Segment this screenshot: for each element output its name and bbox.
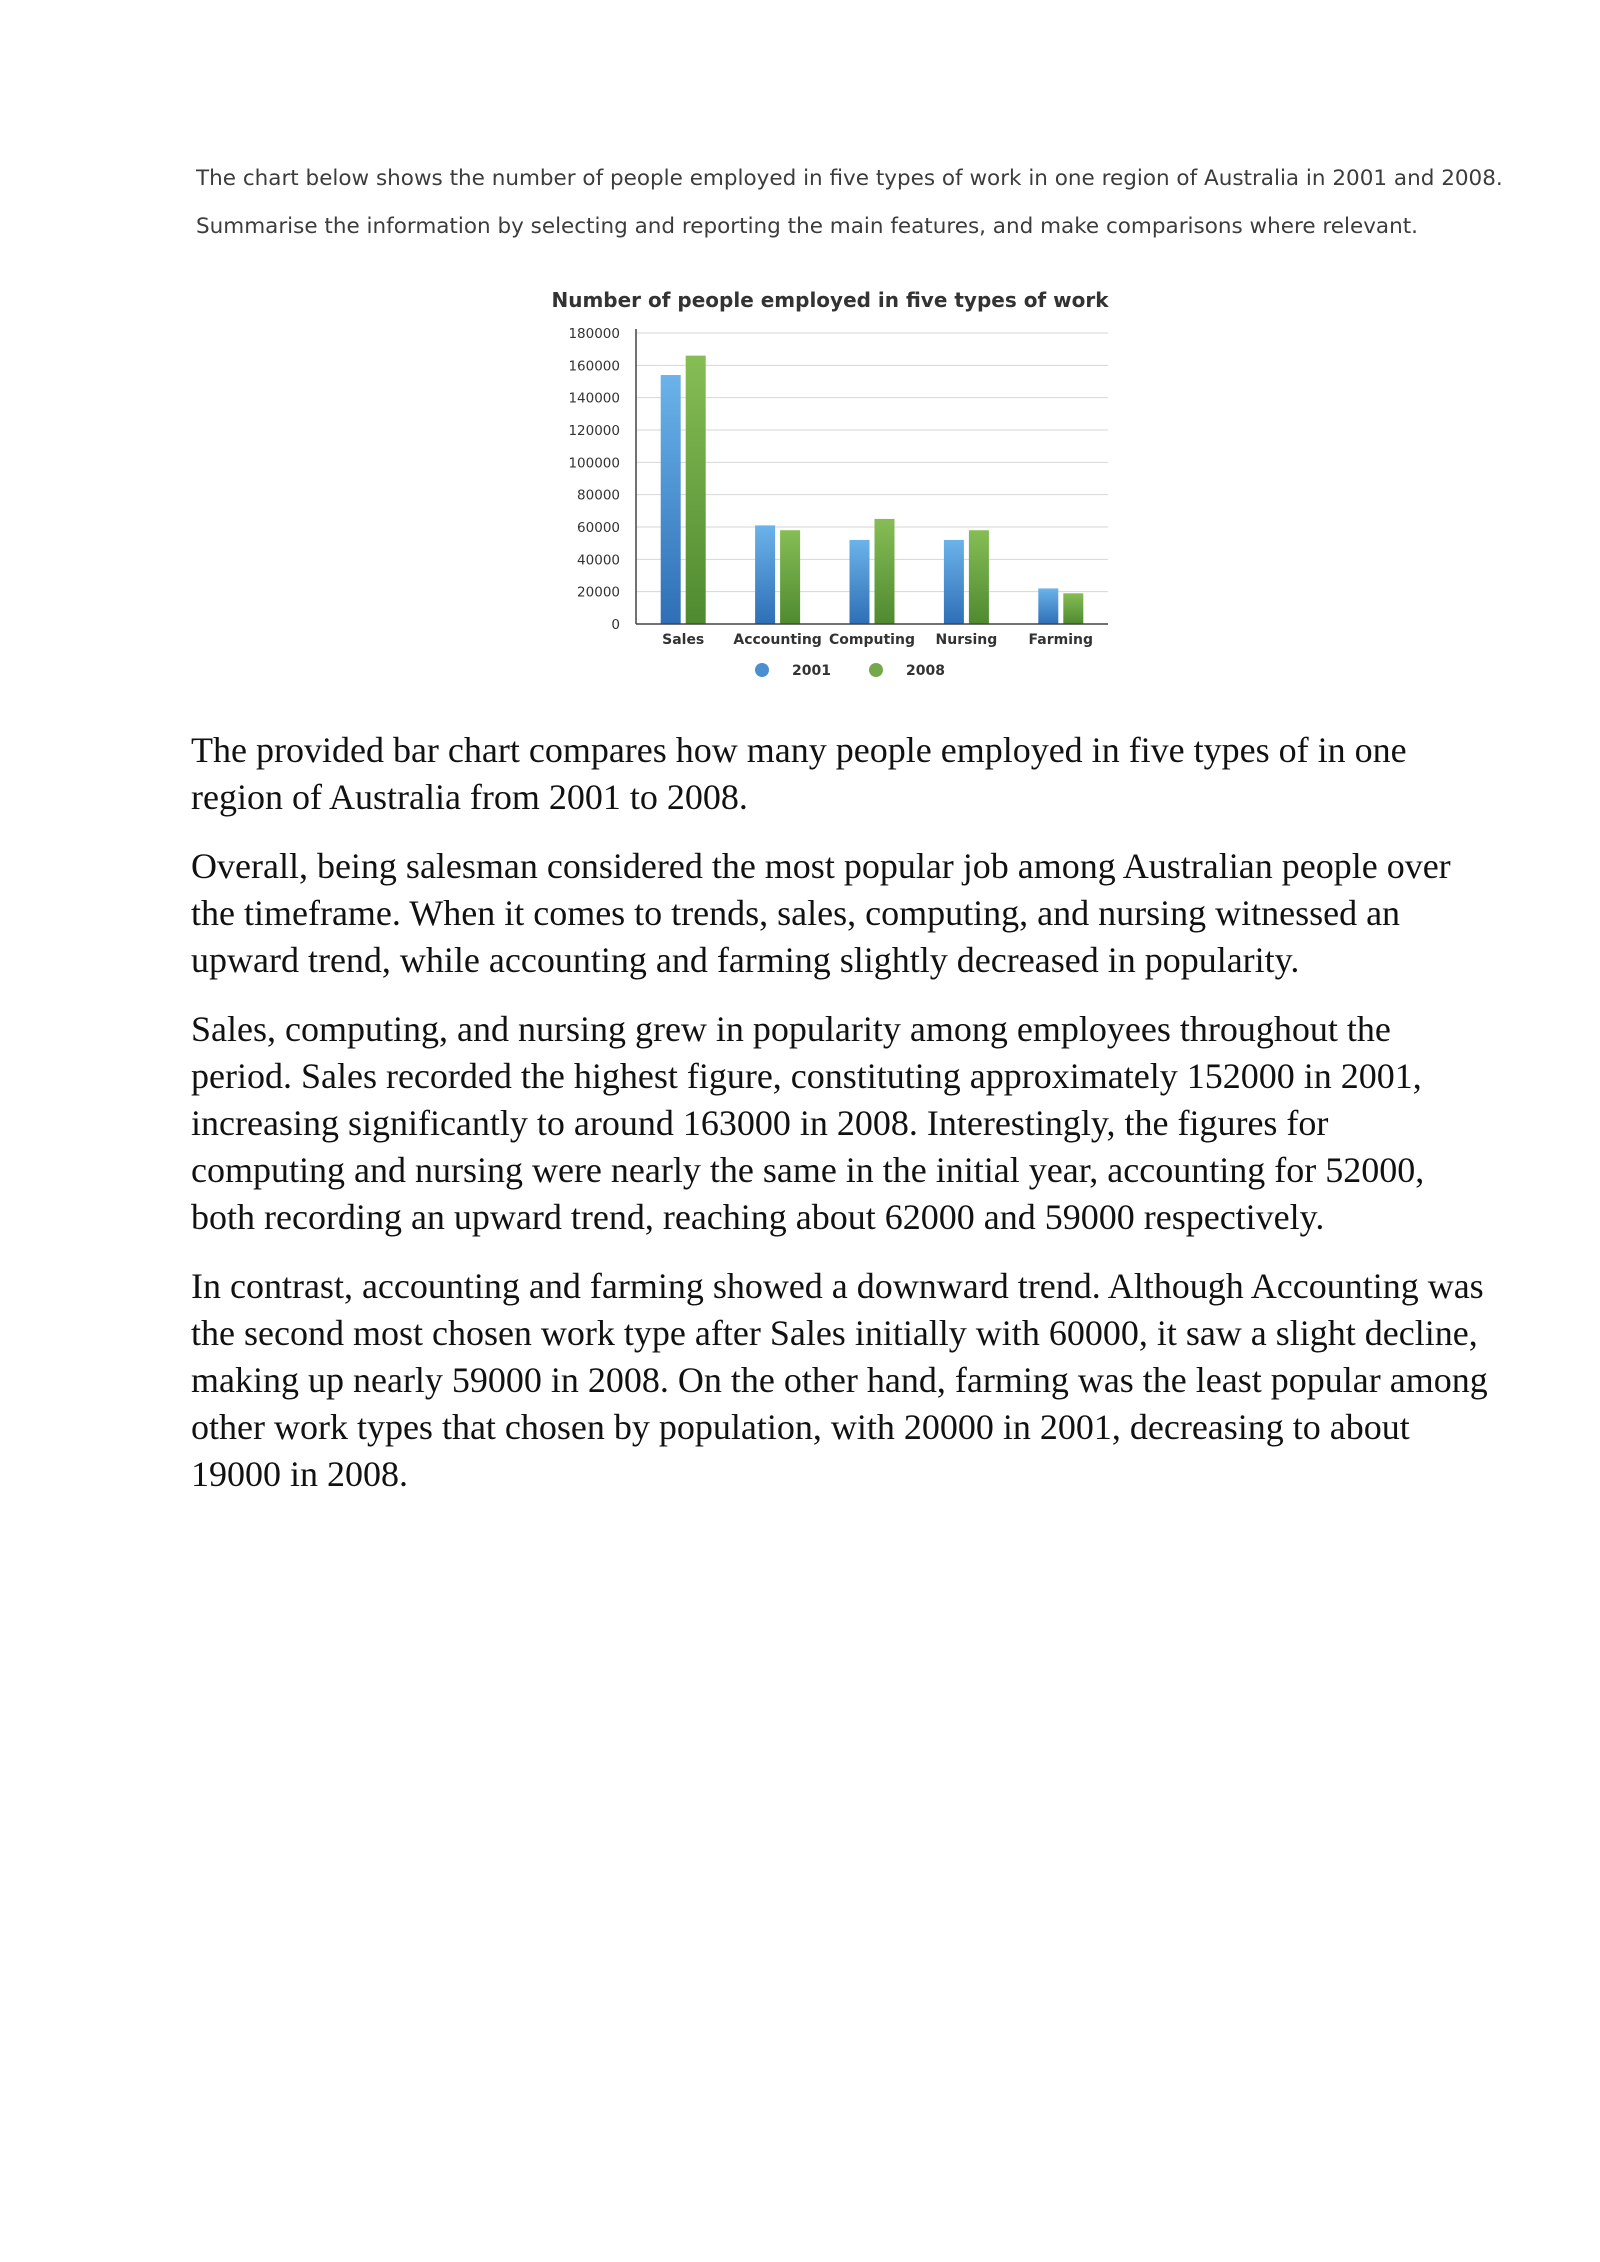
bar-2008-sales [686,356,706,624]
essay-paragraph-overview: Overall, being salesman considered the most popular job among Australian people over the timeframe. When it comes to trends, sales, computing, and nursing witnessed an upward trend, while accounting and farming slightly decreased in popularity. [191,846,1451,980]
y-tick-label: 180000 [568,326,620,342]
bar-chart-svg [548,283,1128,683]
y-tick-label: 120000 [568,423,620,439]
prompt-line-2: Summarise the information by selecting and reporting the main features, and make comparisons where relevant. [196,214,1418,239]
y-tick-label: 80000 [577,487,620,504]
x-tick-label: Computing [829,632,915,648]
y-tick-label: 40000 [577,552,620,569]
bar-2001-nursing [944,540,964,624]
x-axis [636,624,1108,648]
essay [191,727,1491,1520]
bar-2001-farming [1038,588,1058,624]
bar-2001-computing [850,540,870,624]
x-tick-label: Nursing [935,632,998,648]
legend-label: 2008 [906,663,945,679]
bar-2008-farming [1063,593,1083,624]
y-tick-label: 140000 [568,390,620,407]
bar-2001-sales [661,375,681,624]
bar-chart [548,283,1128,683]
x-tick-label: Sales [662,632,705,648]
task-prompt [196,155,1526,251]
y-tick-label: 60000 [577,520,620,536]
y-tick-label: 160000 [568,358,620,375]
y-tick-label: 0 [611,617,620,633]
y-axis [568,326,636,633]
bar-2008-computing [875,519,895,624]
y-tick-label: 20000 [577,584,620,601]
bar-2008-nursing [969,530,989,624]
x-tick-label: Farming [1028,632,1094,648]
legend-label: 2001 [792,663,831,679]
legend-swatch-2001 [755,663,769,677]
y-tick-label: 100000 [568,455,620,472]
legend-swatch-2008 [869,663,883,677]
chart-title: Number of people employed in five types of work [551,288,1109,312]
x-tick-label: Accounting [733,632,822,648]
chart-legend [755,663,945,679]
chart-bars [661,356,1084,624]
essay-paragraph-increasing-trends: Sales, computing, and nursing grew in popularity among employees throughout the period. Sales recorded the highest figure, constituting approximately 152000 in 2001, increasing significantly to around 163000 in 2008. Interestingly, the figures for computing and nursing were nearly the same in the initial year, accounting for 52000, both recording an upward trend, reaching about 62000 and 59000 respectively. [191,1009,1425,1237]
prompt-line-1: The chart below shows the number of people employed in five types of work in one region of Australia in 2001 and 2008. [196,166,1503,191]
bar-2001-accounting [755,525,775,624]
essay-paragraph-introduction: The provided bar chart compares how many people employed in five types of in one region of Australia from 2001 to 2008. [191,730,1407,817]
bar-2008-accounting [780,530,800,624]
chart-gridlines [636,333,1108,592]
essay-paragraph-decreasing-trends: In contrast, accounting and farming showed a downward trend. Although Accounting was the second most chosen work type after Sales initially with 60000, it saw a slight decline, making up nearly 59000 in 2008. On the other hand, farming was the least popular among other work types that chosen by population, with 20000 in 2001, decreasing to about 19000 in 2008. [191,1266,1488,1494]
